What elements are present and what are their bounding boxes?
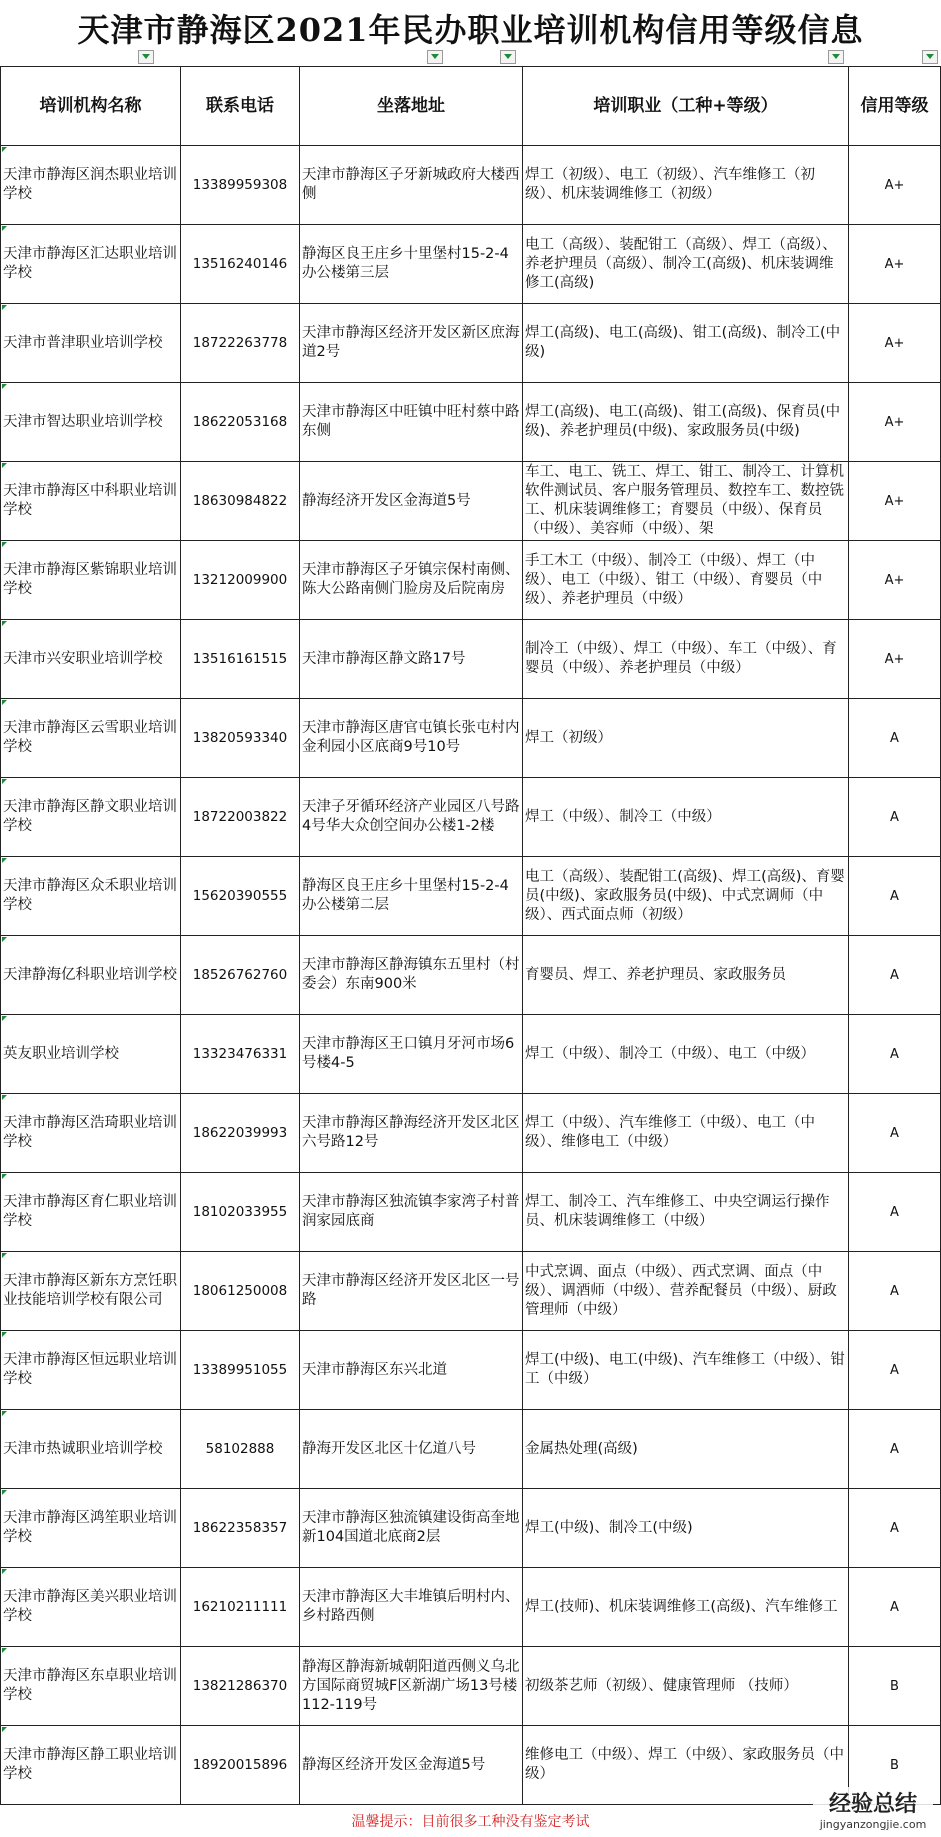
cell-grade: A+ [849,225,941,304]
cell-grade: A [849,778,941,857]
table-row [1,1015,941,1094]
cell-name: 天津市普津职业培训学校 [1,304,181,383]
cell-grade: A+ [849,541,941,620]
cell-address: 天津子牙循环经济产业园区八号路4号华大众创空间办公楼1-2楼 [300,778,523,857]
table-row [1,1568,941,1647]
cell-grade: A+ [849,462,941,541]
table-row [1,1726,941,1805]
cell-jobs: 焊工、制冷工、汽车维修工、中央空调运行操作员、机床装调维修工（中级） [523,1173,849,1252]
cell-jobs: 焊工(中级)、制冷工(中级) [523,1489,849,1568]
cell-jobs: 维修电工（中级）、焊工（中级）、家政服务员（中级） [523,1726,849,1805]
table-row [1,541,941,620]
filter-dropdown-icon[interactable] [500,50,516,64]
table-row [1,1331,941,1410]
filter-dropdown-icon[interactable] [427,50,443,64]
cell-phone: 13389951055 [181,1331,300,1410]
cell-address: 天津市静海区子牙新城政府大楼西侧 [300,146,523,225]
cell-address: 天津市静海区经济开发区新区庶海道2号 [300,304,523,383]
cell-jobs: 电工（高级）、装配钳工（高级）、焊工（高级）、养老护理员（高级）、制冷工(高级)、机床装调维修工(高级) [523,225,849,304]
cell-grade: A+ [849,146,941,225]
cell-address: 天津市静海区静海经济开发区北区六号路12号 [300,1094,523,1173]
cell-phone: 58102888 [181,1410,300,1489]
cell-jobs: 焊工（初级） [523,699,849,778]
cell-grade: A [849,1094,941,1173]
cell-name: 天津市静海区浩琦职业培训学校 [1,1094,181,1173]
table-row [1,1647,941,1726]
cell-phone: 13212009900 [181,541,300,620]
cell-phone: 18630984822 [181,462,300,541]
cell-name: 天津市静海区中科职业培训学校 [1,462,181,541]
cell-phone: 16210211111 [181,1568,300,1647]
cell-name: 天津市静海区静文职业培训学校 [1,778,181,857]
cell-address: 静海区良王庄乡十里堡村15-2-4办公楼第三层 [300,225,523,304]
cell-jobs: 焊工(高级)、电工(高级)、钳工(高级)、制冷工(中级) [523,304,849,383]
table-row [1,699,941,778]
cell-grade: A [849,1489,941,1568]
watermark [813,1787,933,1831]
cell-grade: A+ [849,620,941,699]
cell-address: 天津市静海区大丰堆镇后明村内、乡村路西侧 [300,1568,523,1647]
cell-address: 天津市静海区子牙镇宗保村南侧、陈大公路南侧门脸房及后院南房 [300,541,523,620]
cell-address: 天津市静海区唐官屯镇长张屯村内金利园小区底商9号10号 [300,699,523,778]
table-row [1,778,941,857]
cell-grade: A [849,1410,941,1489]
cell-name: 天津市静海区育仁职业培训学校 [1,1173,181,1252]
watermark-url: jingyanzongjie.com [819,1818,927,1831]
cell-phone: 18102033955 [181,1173,300,1252]
cell-address: 天津市静海区王口镇月牙河市场6号楼4-5 [300,1015,523,1094]
cell-jobs: 制冷工（中级）、焊工（中级）、车工（中级）、育婴员（中级）、养老护理员（中级） [523,620,849,699]
cell-address: 天津市静海区独流镇建设街高奎地新104国道北底商2层 [300,1489,523,1568]
cell-jobs: 焊工(技师)、机床装调维修工(高级)、汽车维修工 [523,1568,849,1647]
table-row [1,225,941,304]
table-row [1,146,941,225]
cell-grade: B [849,1726,941,1805]
cell-grade: A [849,1331,941,1410]
cell-name: 天津市静海区云雪职业培训学校 [1,699,181,778]
table-row [1,857,941,936]
table-header-row [1,67,941,146]
cell-jobs: 育婴员、焊工、养老护理员、家政服务员 [523,936,849,1015]
cell-phone: 18622039993 [181,1094,300,1173]
column-header-phone: 联系电话 [181,67,300,146]
cell-phone: 18920015896 [181,1726,300,1805]
table-row [1,383,941,462]
filter-dropdown-icon[interactable] [922,50,938,64]
cell-name: 天津市兴安职业培训学校 [1,620,181,699]
cell-address: 天津市静海区东兴北道 [300,1331,523,1410]
cell-jobs: 焊工（中级）、汽车维修工（中级）、电工（中级）、维修电工（中级） [523,1094,849,1173]
table-row [1,1173,941,1252]
cell-jobs: 焊工（初级）、电工（初级）、汽车维修工（初级）、机床装调维修工（初级） [523,146,849,225]
table-row [1,936,941,1015]
cell-phone: 18722263778 [181,304,300,383]
cell-address: 静海区静海新城朝阳道西侧义乌北方国际商贸城F区新湖广场13号楼112-119号 [300,1647,523,1726]
table-row [1,1094,941,1173]
cell-phone: 13389959308 [181,146,300,225]
cell-phone: 13516240146 [181,225,300,304]
cell-phone: 18722003822 [181,778,300,857]
cell-address: 天津市静海区经济开发区北区一号路 [300,1252,523,1331]
cell-jobs: 车工、电工、铣工、焊工、钳工、制冷工、计算机软件测试员、客户服务管理员、数控车工、数控铣工、机床装调维修工；育婴员（中级）、保育员（中级）、美容师（中级）、架 [523,462,849,541]
cell-name: 天津市静海区润杰职业培训学校 [1,146,181,225]
credit-table [0,66,941,1805]
cell-name: 英友职业培训学校 [1,1015,181,1094]
filter-dropdown-icon[interactable] [828,50,844,64]
cell-phone: 18622358357 [181,1489,300,1568]
cell-name: 天津市静海区汇达职业培训学校 [1,225,181,304]
cell-grade: A+ [849,383,941,462]
cell-grade: A [849,1568,941,1647]
cell-address: 天津市静海区中旺镇中旺村蔡中路东侧 [300,383,523,462]
table-row [1,1252,941,1331]
cell-name: 天津市静海区众禾职业培训学校 [1,857,181,936]
table-row [1,1410,941,1489]
column-header-jobs: 培训职业（工种+等级） [523,67,849,146]
cell-name: 天津静海亿科职业培训学校 [1,936,181,1015]
cell-jobs: 手工木工（中级）、制冷工（中级）、焊工（中级）、电工（中级）、钳工（中级）、育婴员（中级）、养老护理员（中级） [523,541,849,620]
cell-name: 天津市静海区新东方烹饪职业技能培训学校有限公司 [1,1252,181,1331]
cell-phone: 18622053168 [181,383,300,462]
footnote: 温馨提示：目前很多工种没有鉴定考试 [351,1814,590,1830]
column-header-address: 坐落地址 [300,67,523,146]
cell-name: 天津市智达职业培训学校 [1,383,181,462]
cell-name: 天津市热诚职业培训学校 [1,1410,181,1489]
cell-phone: 13821286370 [181,1647,300,1726]
column-header-name: 培训机构名称 [1,67,181,146]
cell-jobs: 电工（高级）、装配钳工(高级)、焊工(高级)、育婴员(中级)、家政服务员(中级)、中式烹调师（中级）、西式面点师（初级） [523,857,849,936]
cell-address: 天津市静海区静文路17号 [300,620,523,699]
cell-address: 天津市静海区静海镇东五里村（村委会）东南900米 [300,936,523,1015]
cell-phone: 13323476331 [181,1015,300,1094]
table-row [1,462,941,541]
cell-address: 静海开发区北区十亿道八号 [300,1410,523,1489]
table-row [1,620,941,699]
cell-address: 天津市静海区独流镇李家湾子村普润家园底商 [300,1173,523,1252]
cell-grade: A [849,857,941,936]
cell-address: 静海区经济开发区金海道5号 [300,1726,523,1805]
cell-grade: B [849,1647,941,1726]
cell-name: 天津市静海区静工职业培训学校 [1,1726,181,1805]
filter-dropdown-icon[interactable] [138,50,154,64]
cell-jobs: 中式烹调、面点（中级）、西式烹调、面点（中级）、调酒师（中级）、营养配餐员（中级）、厨政管理师（中级） [523,1252,849,1331]
cell-jobs: 焊工（中级）、制冷工（中级） [523,778,849,857]
cell-phone: 18061250008 [181,1252,300,1331]
cell-jobs: 焊工(高级)、电工(高级)、钳工(高级)、保育员(中级)、养老护理员(中级)、家政服务员(中级) [523,383,849,462]
page-title: 天津市静海区2021年民办职业培训机构信用等级信息 [77,11,864,49]
cell-name: 天津市静海区恒远职业培训学校 [1,1331,181,1410]
column-header-grade: 信用等级 [849,67,941,146]
cell-phone: 13516161515 [181,620,300,699]
cell-grade: A [849,1173,941,1252]
watermark-text: 经验总结 [828,1791,917,1817]
cell-grade: A [849,1252,941,1331]
cell-grade: A [849,699,941,778]
cell-name: 天津市静海区东卓职业培训学校 [1,1647,181,1726]
table-row [1,304,941,383]
cell-jobs: 金属热处理(高级) [523,1410,849,1489]
cell-jobs: 初级茶艺师（初级）、健康管理师 （技师） [523,1647,849,1726]
cell-phone: 15620390555 [181,857,300,936]
cell-name: 天津市静海区美兴职业培训学校 [1,1568,181,1647]
cell-phone: 18526762760 [181,936,300,1015]
cell-grade: A [849,1015,941,1094]
cell-grade: A [849,936,941,1015]
cell-name: 天津市静海区鸿笙职业培训学校 [1,1489,181,1568]
cell-jobs: 焊工(中级)、电工(中级)、汽车维修工（中级）、钳工（中级） [523,1331,849,1410]
table-row [1,1489,941,1568]
cell-grade: A+ [849,304,941,383]
cell-address: 静海区良王庄乡十里堡村15-2-4办公楼第二层 [300,857,523,936]
cell-address: 静海经济开发区金海道5号 [300,462,523,541]
cell-phone: 13820593340 [181,699,300,778]
cell-name: 天津市静海区紫锦职业培训学校 [1,541,181,620]
cell-jobs: 焊工（中级）、制冷工（中级）、电工（中级） [523,1015,849,1094]
